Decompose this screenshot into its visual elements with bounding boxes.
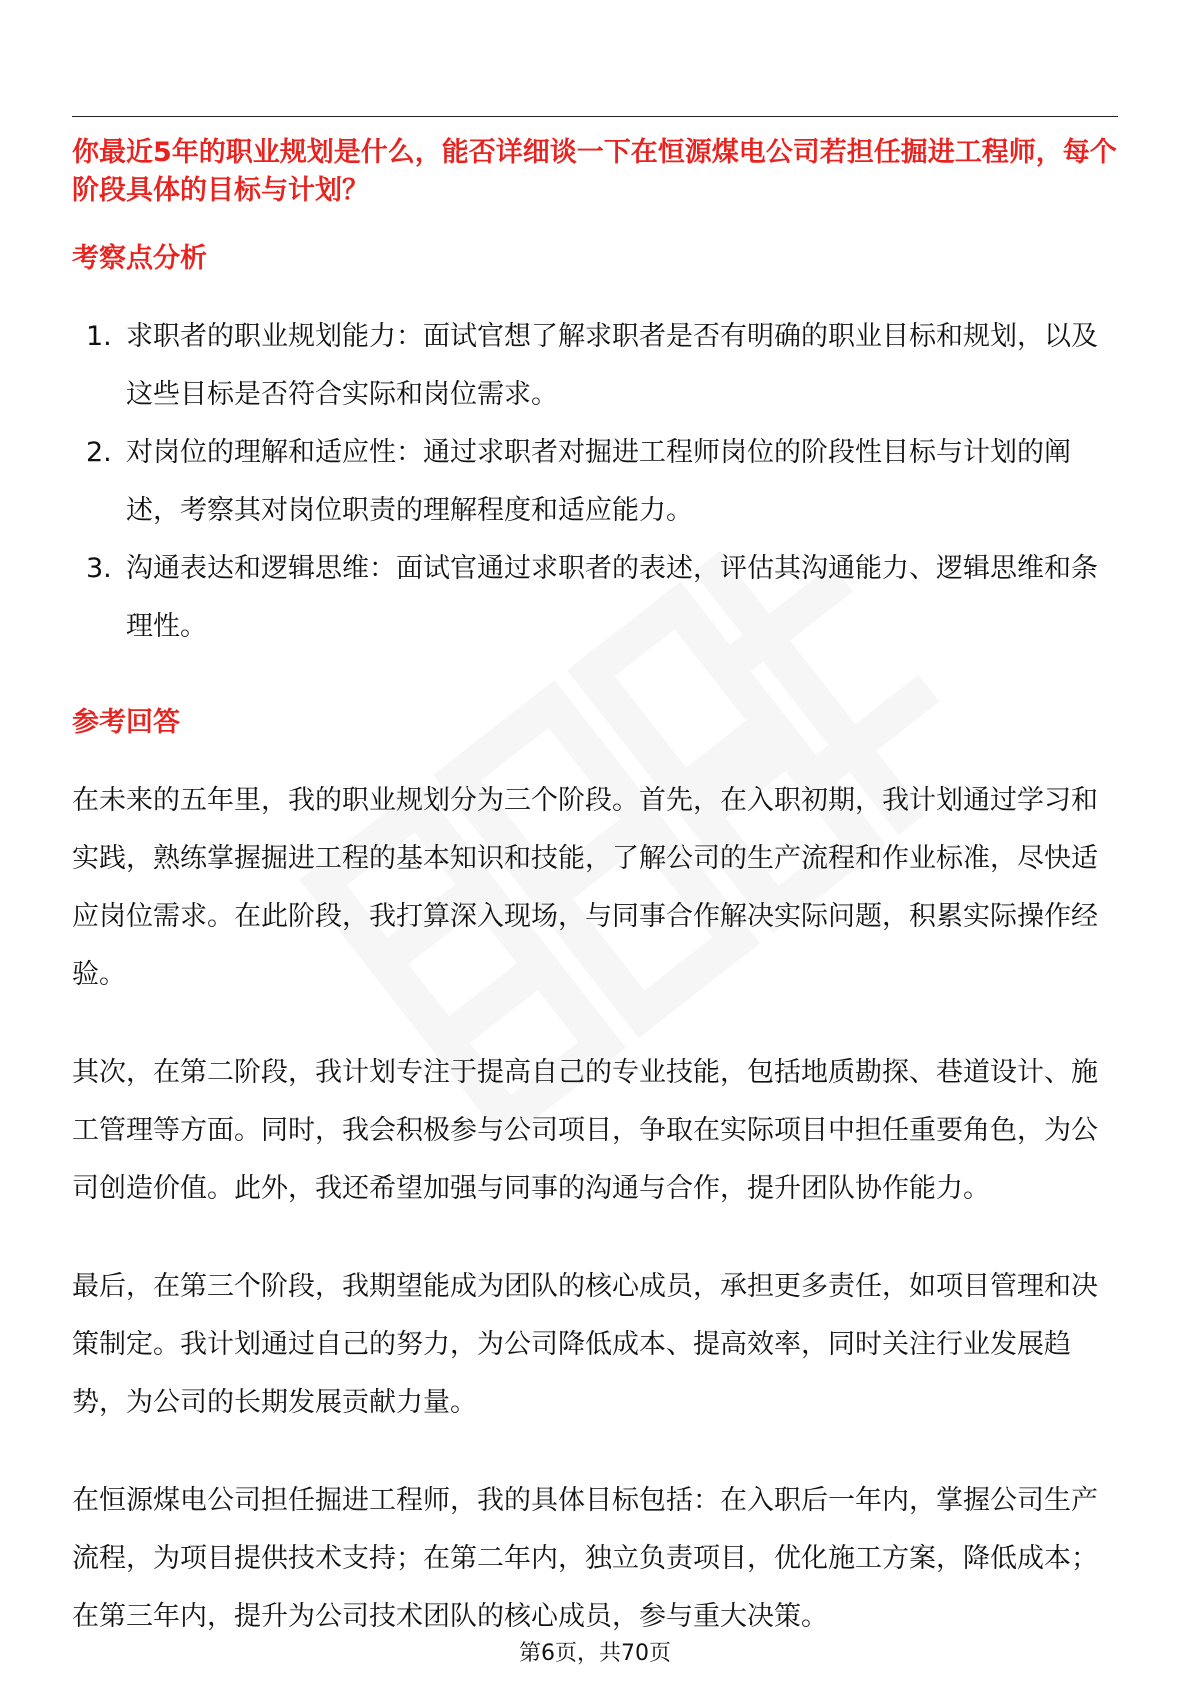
answer-paragraph: 在未来的五年里，我的职业规划分为三个阶段。首先，在入职初期，我计划通过学习和实践，熟练掌握掘进工程的基本知识和技能，了解公司的生产流程和作业标准，尽快适应岗位需求。在此阶段，我打算深入现场，与同事合作解决实际问题，积累实际操作经验。 [72, 785, 1098, 990]
analysis-item-number: 3. [86, 553, 112, 584]
analysis-item [72, 540, 1118, 656]
analysis-title: 考察点分析 [72, 243, 207, 274]
page-number: 第6页，共70页 [519, 1641, 671, 1666]
analysis-list [72, 308, 1118, 656]
analysis-item [72, 308, 1118, 424]
question-heading: 你最近5年的职业规划是什么，能否详细谈一下在恒源煤电公司若担任掘进工程师，每个阶段具体的目标与计划？ [72, 137, 1117, 206]
answer-paragraph: 其次，在第二阶段，我计划专注于提高自己的专业技能，包括地质勘探、巷道设计、施工管理等方面。同时，我会积极参与公司项目，争取在实际项目中担任重要角色，为公司创造价值。此外，我还希望加强与同事的沟通与合作，提升团队协作能力。 [72, 1057, 1098, 1204]
top-rule [72, 116, 1118, 117]
analysis-item-text: 求职者的职业规划能力：面试官想了解求职者是否有明确的职业目标和规划，以及这些目标是否符合实际和岗位需求。 [126, 321, 1098, 410]
answer-paragraph: 在恒源煤电公司担任掘进工程师，我的具体目标包括：在入职后一年内，掌握公司生产流程，为项目提供技术支持；在第二年内，独立负责项目，优化施工方案，降低成本；在第三年内，提升为公司技术团队的核心成员，参与重大决策。 [72, 1485, 1098, 1632]
analysis-item [72, 424, 1118, 540]
answer-title: 参考回答 [72, 707, 180, 738]
analysis-item-text: 对岗位的理解和适应性：通过求职者对掘进工程师岗位的阶段性目标与计划的阐述，考察其对岗位职责的理解程度和适应能力。 [126, 437, 1071, 526]
analysis-item-number: 2. [86, 437, 112, 468]
analysis-item-text: 沟通表达和逻辑思维：面试官通过求职者的表述，评估其沟通能力、逻辑思维和条理性。 [126, 553, 1098, 642]
analysis-item-number: 1. [86, 321, 112, 352]
page-content [72, 134, 1118, 1646]
answer-paragraph: 最后，在第三个阶段，我期望能成为团队的核心成员，承担更多责任，如项目管理和决策制定。我计划通过自己的努力，为公司降低成本、提高效率，同时关注行业发展趋势，为公司的长期发展贡献力量。 [72, 1271, 1098, 1418]
